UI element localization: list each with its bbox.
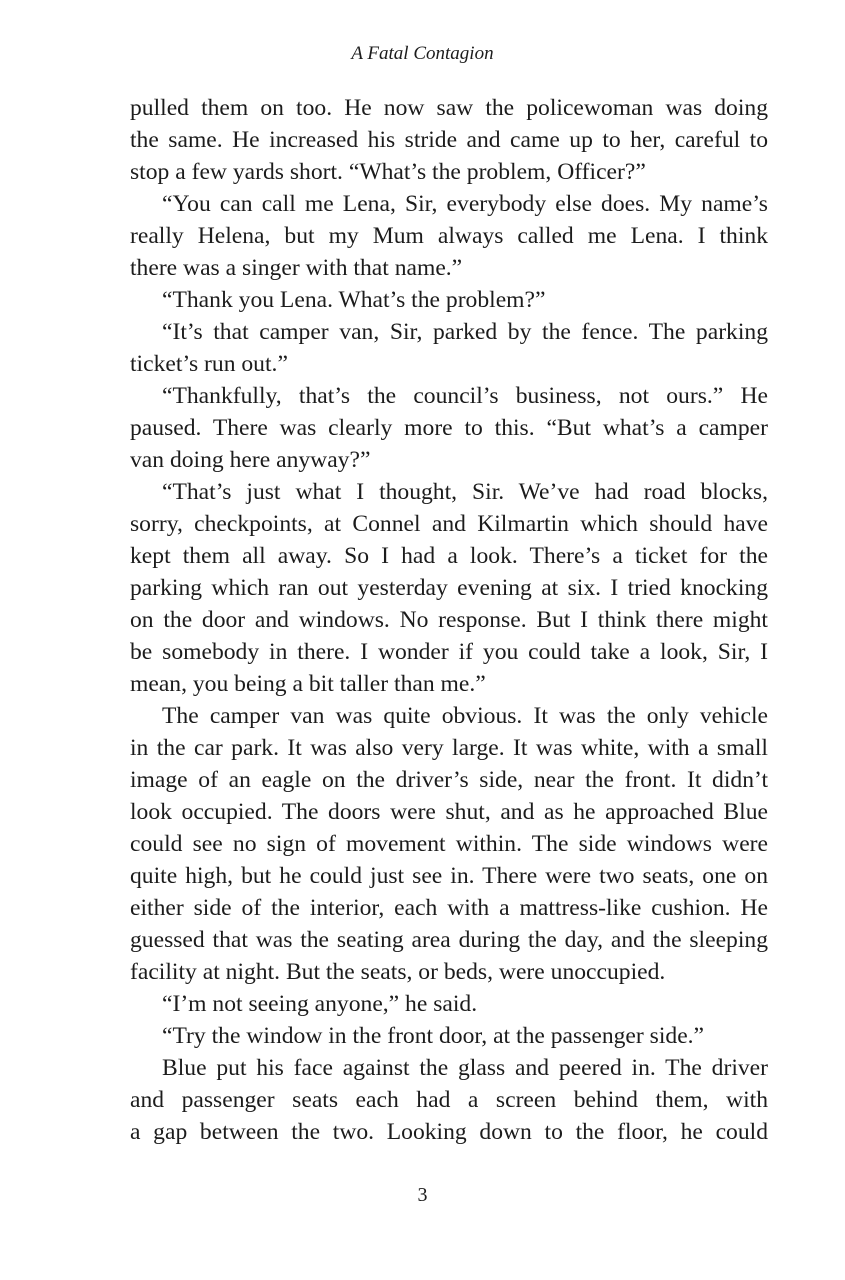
body-text bbox=[130, 92, 768, 1148]
page-number: 3 bbox=[417, 1184, 428, 1206]
text-line: image of an eagle on the driver’s side, near the front. It didn’t bbox=[130, 767, 768, 793]
text-line: “Thank you Lena. What’s the problem?” bbox=[162, 287, 546, 313]
text-line: quite high, but he could just see in. There were two seats, one on bbox=[130, 863, 768, 889]
running-header: A Fatal Contagion bbox=[351, 43, 494, 64]
text-line: The camper van was quite obvious. It was the only vehicle bbox=[162, 703, 768, 729]
text-line: facility at night. But the seats, or beds, were unoccupied. bbox=[130, 959, 666, 985]
text-line: ticket’s run out.” bbox=[130, 351, 288, 377]
text-line: really Helena, but my Mum always called me Lena. I think bbox=[130, 223, 768, 249]
text-line: “Thankfully, that’s the council’s business, not ours.” He bbox=[162, 383, 768, 409]
text-line: stop a few yards short. “What’s the problem, Officer?” bbox=[130, 159, 646, 185]
text-line: be somebody in there. I wonder if you could take a look, Sir, I bbox=[130, 639, 768, 665]
text-line: “It’s that camper van, Sir, parked by the fence. The parking bbox=[162, 319, 768, 345]
text-line: guessed that was the seating area during the day, and the sleeping bbox=[130, 927, 768, 953]
text-line: kept them all away. So I had a look. There’s a ticket for the bbox=[130, 543, 768, 569]
text-line: sorry, checkpoints, at Connel and Kilmartin which should have bbox=[130, 511, 768, 537]
text-line: in the car park. It was also very large. It was white, with a small bbox=[130, 735, 768, 761]
text-line: pulled them on too. He now saw the policewoman was doing bbox=[130, 95, 768, 121]
text-line: van doing here anyway?” bbox=[130, 447, 371, 473]
text-line: there was a singer with that name.” bbox=[130, 255, 463, 281]
text-line: look occupied. The doors were shut, and as he approached Blue bbox=[130, 799, 768, 825]
text-line: “You can call me Lena, Sir, everybody else does. My name’s bbox=[162, 191, 768, 217]
text-line: “I’m not seeing anyone,” he said. bbox=[162, 991, 478, 1017]
text-line: parking which ran out yesterday evening at six. I tried knocking bbox=[130, 575, 768, 601]
text-line: either side of the interior, each with a mattress-like cushion. He bbox=[130, 895, 768, 921]
text-line: and passenger seats each had a screen behind them, with bbox=[130, 1087, 768, 1113]
text-line: could see no sign of movement within. The side windows were bbox=[130, 831, 768, 857]
text-line: a gap between the two. Looking down to the floor, he could bbox=[130, 1119, 768, 1145]
text-line: the same. He increased his stride and came up to her, careful to bbox=[130, 127, 768, 153]
text-line: paused. There was clearly more to this. “But what’s a camper bbox=[130, 415, 768, 441]
text-line: on the door and windows. No response. But I think there might bbox=[130, 607, 768, 633]
text-line: Blue put his face against the glass and peered in. The driver bbox=[162, 1055, 768, 1081]
text-line: “That’s just what I thought, Sir. We’ve had road blocks, bbox=[162, 479, 768, 505]
text-line: mean, you being a bit taller than me.” bbox=[130, 671, 486, 697]
text-line: “Try the window in the front door, at the passenger side.” bbox=[162, 1023, 705, 1049]
